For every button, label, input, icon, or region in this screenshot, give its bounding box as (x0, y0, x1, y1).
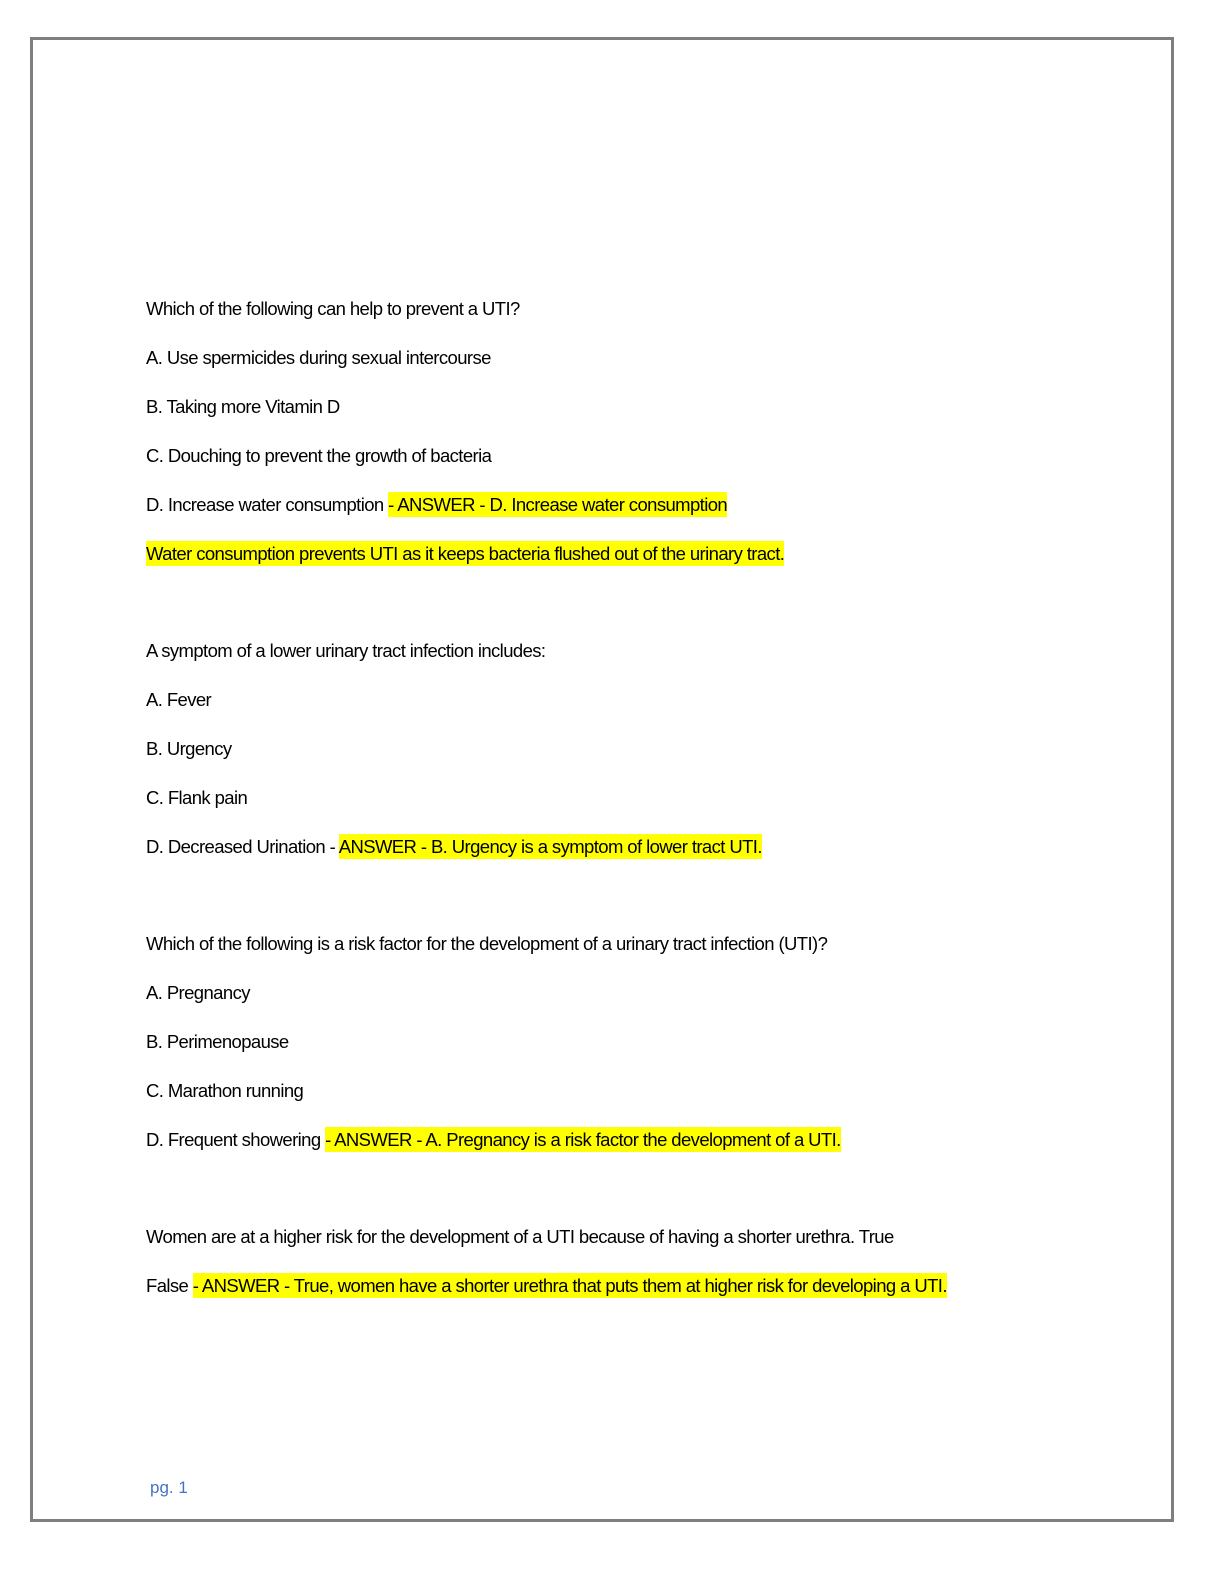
spacer (146, 1175, 1086, 1223)
answer-highlight: ANSWER - B. Urgency is a symptom of lower tract UTI. (338, 836, 762, 857)
option-b: B. Urgency (146, 738, 232, 759)
option-a: A. Fever (146, 689, 212, 710)
option-d: D. Increase water consumption (146, 494, 389, 515)
option-false-line (146, 1272, 1086, 1321)
page-number: pg. 1 (150, 1478, 188, 1497)
option-b: B. Perimenopause (146, 1031, 289, 1052)
answer-highlight: - ANSWER - A. Pregnancy is a risk factor the development of a UTI. (325, 1129, 841, 1150)
document-page (30, 37, 1174, 1522)
option-d-line (146, 1126, 1086, 1175)
question-text: A symptom of a lower urinary tract infection includes: (146, 640, 546, 661)
question-text: Which of the following can help to prevent a UTI? (146, 298, 520, 319)
option-b: B. Taking more Vitamin D (146, 396, 340, 417)
option-d: D. Frequent showering (146, 1129, 326, 1150)
option-c: C. Marathon running (146, 1080, 304, 1101)
option-d-line (146, 491, 1086, 540)
page-content (146, 295, 1086, 1321)
spacer (146, 882, 1086, 930)
spacer (146, 589, 1086, 637)
question-text: Which of the following is a risk factor for the development of a urinary tract infection (UTI)? (146, 933, 828, 954)
option-a: A. Pregnancy (146, 982, 250, 1003)
answer-highlight: - ANSWER - D. Increase water consumption (388, 494, 728, 515)
answer-highlight: - ANSWER - True, women have a shorter urethra that puts them at higher risk for developing a UTI. (192, 1275, 947, 1296)
option-false: False (146, 1275, 193, 1296)
option-c: C. Flank pain (146, 787, 248, 808)
rationale-line (146, 540, 1086, 589)
rationale-highlight: Water consumption prevents UTI as it keeps bacteria flushed out of the urinary tract. (146, 543, 785, 564)
option-c: C. Douching to prevent the growth of bacteria (146, 445, 492, 466)
question-text: Women are at a higher risk for the development of a UTI because of having a shorter urethra. True (146, 1226, 894, 1247)
option-d: D. Decreased Urination - (146, 836, 339, 857)
option-d-line (146, 833, 1086, 882)
option-a: A. Use spermicides during sexual intercourse (146, 347, 491, 368)
